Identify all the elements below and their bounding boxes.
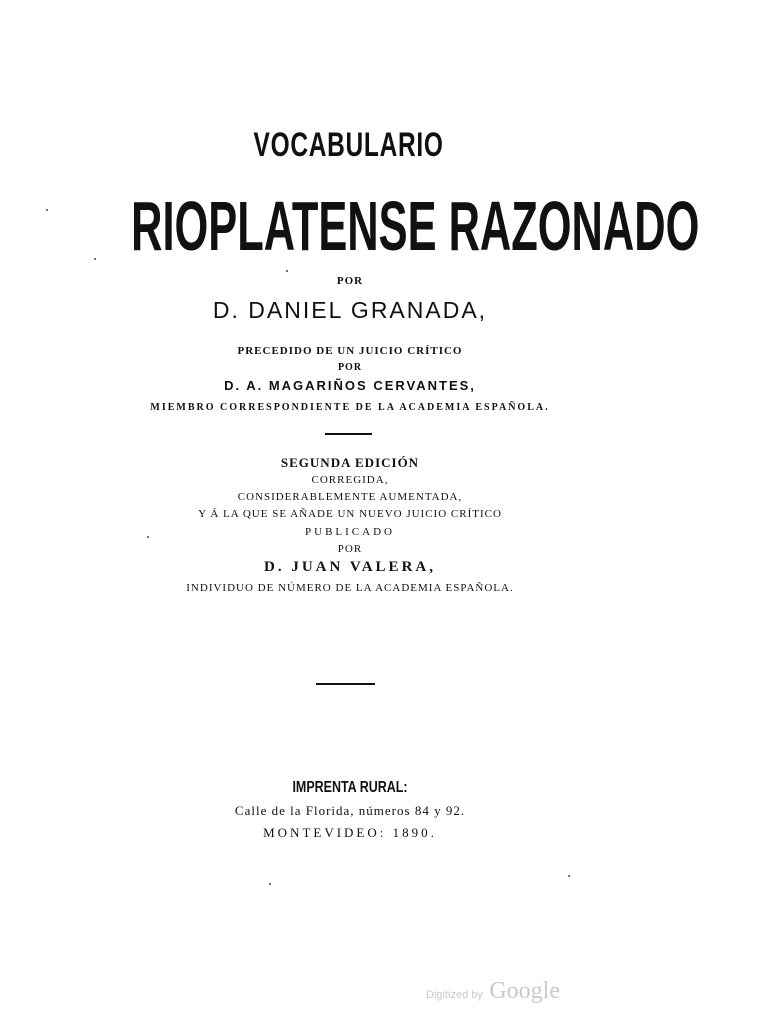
edition-critic-membership: INDIVIDUO DE NÚMERO DE LA ACADEMIA ESPAÑOLA. [186,582,514,594]
edition-line-2: CONSIDERABLEMENTE AUMENTADA, [237,491,463,503]
critic-name: D. A. MAGARIÑOS CERVANTES, [224,378,476,393]
scan-speck [94,258,96,260]
edition-line-1: CORREGIDA, [311,474,389,486]
author-name: D. DANIEL GRANADA, [212,297,488,323]
critic-por: POR [337,362,363,373]
scan-speck [46,209,48,211]
author-por: POR [336,275,364,287]
edition-critic-name: D. JUAN VALERA, [264,559,436,575]
watermark-prefix: Digitized by [426,989,483,1001]
edition-por: POR [337,543,363,555]
scan-speck [147,536,149,538]
digitized-watermark [426,978,560,1005]
scan-speck [568,875,570,877]
critic-membership: MIEMBRO CORRESPONDIENTE DE LA ACADEMIA ESPAÑOLA. [150,402,550,413]
google-logo: Google [489,978,560,1004]
imprint-city-year: MONTEVIDEO: 1890. [263,825,437,840]
imprint-press: IMPRENTA RURAL: [292,779,408,796]
scan-speck [286,270,288,272]
imprint-address: Calle de la Florida, números 84 y 92. [234,803,466,818]
critic-preceded: PRECEDIDO DE UN JUICIO CRÍTICO [237,345,463,357]
divider-rule-bottom [316,683,375,685]
scan-speck [269,883,271,885]
edition-line-3: Y Á LA QUE SE AÑADE UN NUEVO JUICIO CRÍTICO [198,508,502,520]
edition-label: SEGUNDA EDICIÓN [280,455,420,470]
title-line-2: RIOPLATENSE RAZONADO [131,187,700,265]
title-line-1: VOCABULARIO [253,126,444,164]
edition-line-4: PUBLICADO [305,526,395,538]
divider-rule-top [325,433,372,435]
